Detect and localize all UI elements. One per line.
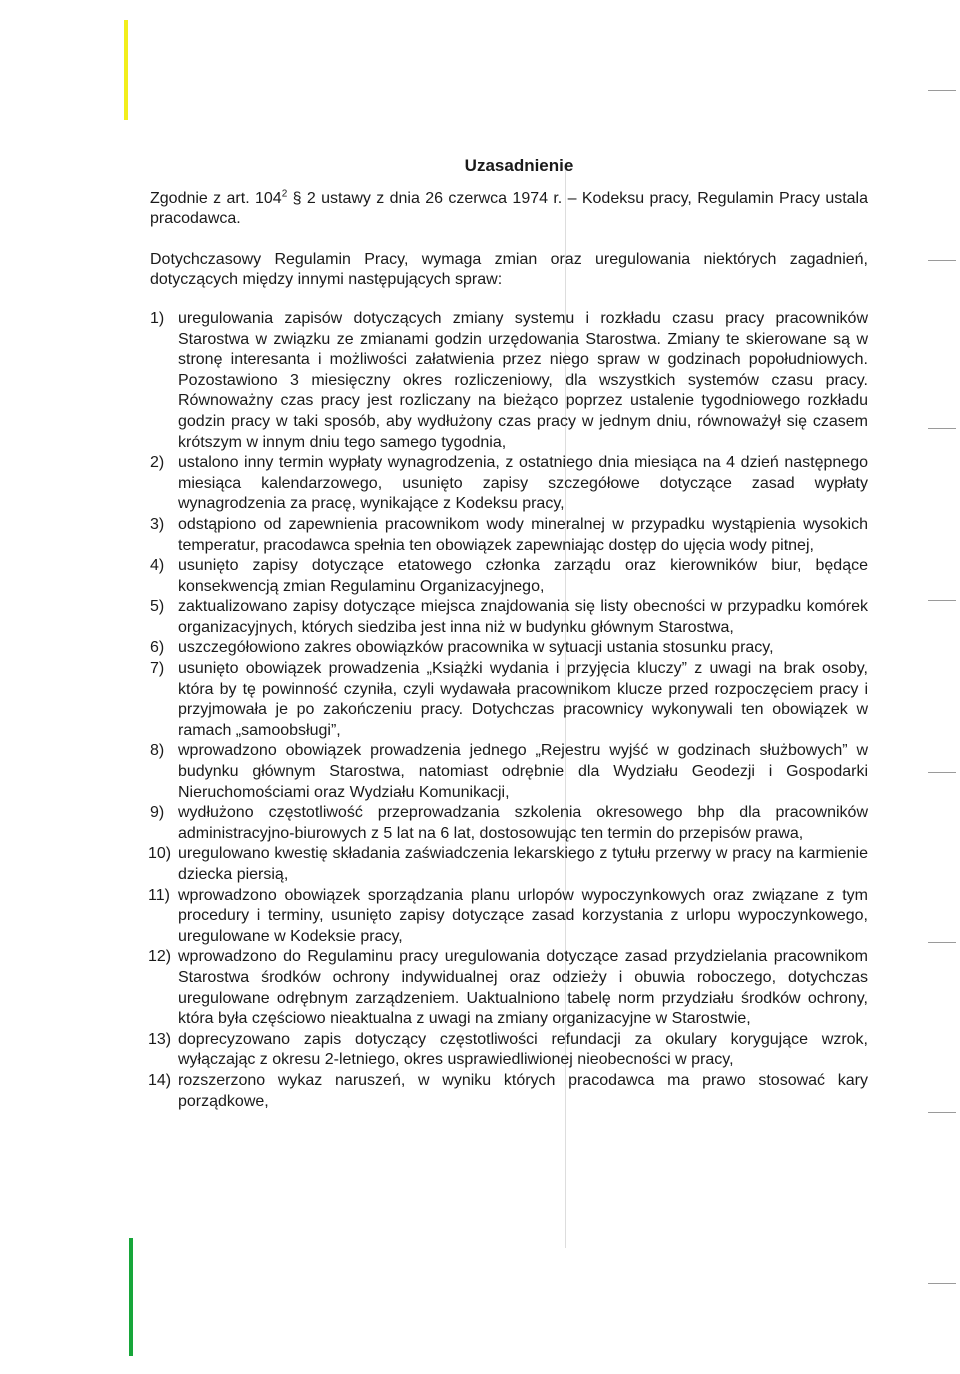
list-item: [150, 638, 868, 659]
list-item-text: wprowadzono obowiązek sporządzania planu urlopów wypoczynkowych oraz związane z tym procedury i terminy, usunięto zapisy dotyczące zasad korzystania z urlopu wypoczynkowego, uregulowane w Kodeksie pracy,: [178, 886, 868, 945]
list-item-number: 14): [148, 1071, 172, 1089]
edge-tick: [928, 772, 956, 773]
list-item: [150, 803, 868, 844]
yellow-scan-mark: [124, 20, 128, 120]
list-item: [150, 844, 868, 885]
list-item-number: 4): [150, 557, 165, 575]
list-item-number: 11): [148, 886, 170, 904]
list-item-number: 3): [150, 515, 165, 533]
list-item-number: 13): [148, 1030, 172, 1048]
list-item-text: ustalono inny termin wypłaty wynagrodzenia, z ostatniego dnia miesiąca na 4 dzień następnego miesiąca kalendarzowego, usunięto zapisy szczegółowe dotyczące zasad wypłaty wynagrodzenia za pracę, wynikające z Kodeksu pracy,: [178, 454, 868, 513]
edge-tick: [928, 600, 956, 601]
edge-tick: [928, 942, 956, 943]
list-item-number: 9): [150, 804, 165, 822]
changes-list: [150, 309, 868, 1112]
list-item-text: uregulowania zapisów dotyczących zmiany systemu i rozkładu czasu pracy pracowników Starostwa w związku ze zmianami godzin urzędowania Starostwa. Zmiany te skierowane są w stronę interesanta i możliwości załatwienia przez niego spraw w godzinach popołudniowych. Pozostawiono 3 miesięczny okres rozliczeniowy, dla wszystkich systemów czasu pracy. Równoważny czas pracy jest rozliczany na bieżąco poprzez ustalenie tygodniowego rozkładu godzin pracy w taki sposób, aby wydłużony czas pracy w jednym dniu, równoważył się czasem krótszym w innym dniu tego samego tygodnia,: [178, 309, 868, 451]
list-item-text: wprowadzono obowiązek prowadzenia jednego „Rejestru wyjść w godzinach służbowych” w budynku głównym Starostwa, natomiast odrębnie dla Wydziału Geodezji i Gospodarki Nieruchomościami oraz Wydziału Komunikacji,: [178, 742, 868, 801]
list-item: [150, 1030, 868, 1071]
list-item-number: 2): [150, 454, 165, 472]
list-item: [150, 659, 868, 741]
edge-tick: [928, 1283, 956, 1284]
edge-tick: [928, 90, 956, 91]
list-item-number: 1): [150, 309, 165, 327]
edge-tick: [928, 1112, 956, 1113]
list-item-number: 7): [150, 660, 165, 678]
intro-paragraph: [150, 189, 868, 230]
list-item-number: 5): [150, 598, 165, 616]
list-item-number: 12): [148, 948, 172, 966]
list-item-text: usunięto zapisy dotyczące etatowego członka zarządu oraz kierowników biur, będące konsekwencją zmian Regulaminu Organizacyjnego,: [178, 557, 868, 595]
list-item: [150, 741, 868, 803]
list-item-text: doprecyzowano zapis dotyczący częstotliwości refundacji za okulary korygujące wzrok, wyłączając z okresu 2-letniego, okres usprawiedliwionej nieobecności w pracy,: [178, 1030, 868, 1069]
intro-superscript: 2: [281, 188, 288, 200]
list-item-number: 10): [148, 845, 172, 863]
list-item-text: wydłużono częstotliwość przeprowadzania szkolenia okresowego bhp dla pracowników administracyjno-biurowych z 5 lat na 6 lat, dostosowując ten termin do przepisów prawa,: [178, 804, 868, 842]
document-page: [150, 156, 868, 1112]
list-item: [150, 1071, 868, 1112]
list-item-text: odstąpiono od zapewnienia pracownikom wody mineralnej w przypadku wystąpienia wysokich temperatur, pracodawca spełnia ten obowiązek zapewniając dostęp do ujęcia wody pitnej,: [178, 515, 868, 554]
list-item-text: wprowadzono do Regulaminu pracy uregulowania dotyczące zasad przydzielania pracownikom Starostwa środków ochrony indywidualnej oraz odzieży i obuwia roboczego, dotychczas uregulowane odrębnym zarządzeniem. Uaktualniono tabelę norm przydziału środków ochrony, która była częściowo nieaktualna z uwagi na zmiany organizacyjne w Starostwie,: [178, 948, 868, 1028]
intro-text: Zgodnie z art. 104: [150, 189, 282, 207]
green-scan-mark: [129, 1238, 133, 1356]
list-item-text: zaktualizowano zapisy dotyczące miejsca znajdowania się listy obecności w przypadku komórek organizacyjnych, których siedziba jest inna niż w budynku głównym Starostwa,: [178, 598, 868, 636]
list-item: [150, 556, 868, 597]
list-item: [150, 947, 868, 1029]
list-item-text: uregulowano kwestię składania zaświadczenia lekarskiego z tytułu przerwy w pracy na karmienie dziecka piersią,: [178, 845, 868, 883]
list-item-text: rozszerzono wykaz naruszeń, w wyniku których pracodawca ma prawo stosować kary porządkowe,: [178, 1071, 868, 1110]
list-item: [150, 309, 868, 453]
list-item: [150, 886, 868, 948]
list-item-text: usunięto obowiązek prowadzenia „Książki wydania i przyjęcia kluczy” z uwagi na brak osoby, która by tę powinność czyniła, czyli wydawała pracownikom klucze przed rozpoczęciem pracy i przyjmowała je po zakończeniu pracy. Dotychczas pracownicy wykonywali ten obowiązek w ramach „samoobsługi”,: [178, 660, 868, 739]
intro-text-continued: § 2 ustawy z dnia 26 czerwca 1974 r. – Kodeksu pracy, Regulamin Pracy ustala pracodawca.: [150, 189, 869, 228]
list-item-text: uszczegółowiono zakres obowiązków pracownika w sytuacji ustania stosunku pracy,: [178, 639, 774, 657]
edge-tick: [928, 428, 956, 429]
list-item: [150, 515, 868, 556]
list-item: [150, 597, 868, 638]
lead-paragraph: Dotychczasowy Regulamin Pracy, wymaga zmian oraz uregulowania niektórych zagadnień, dotyczących między innymi następujących spraw:: [150, 250, 868, 289]
edge-tick: [928, 260, 956, 261]
list-item: [150, 453, 868, 515]
document-title: Uzasadnienie: [464, 156, 574, 175]
list-item-number: 8): [150, 742, 165, 760]
list-item-number: 6): [150, 639, 165, 657]
